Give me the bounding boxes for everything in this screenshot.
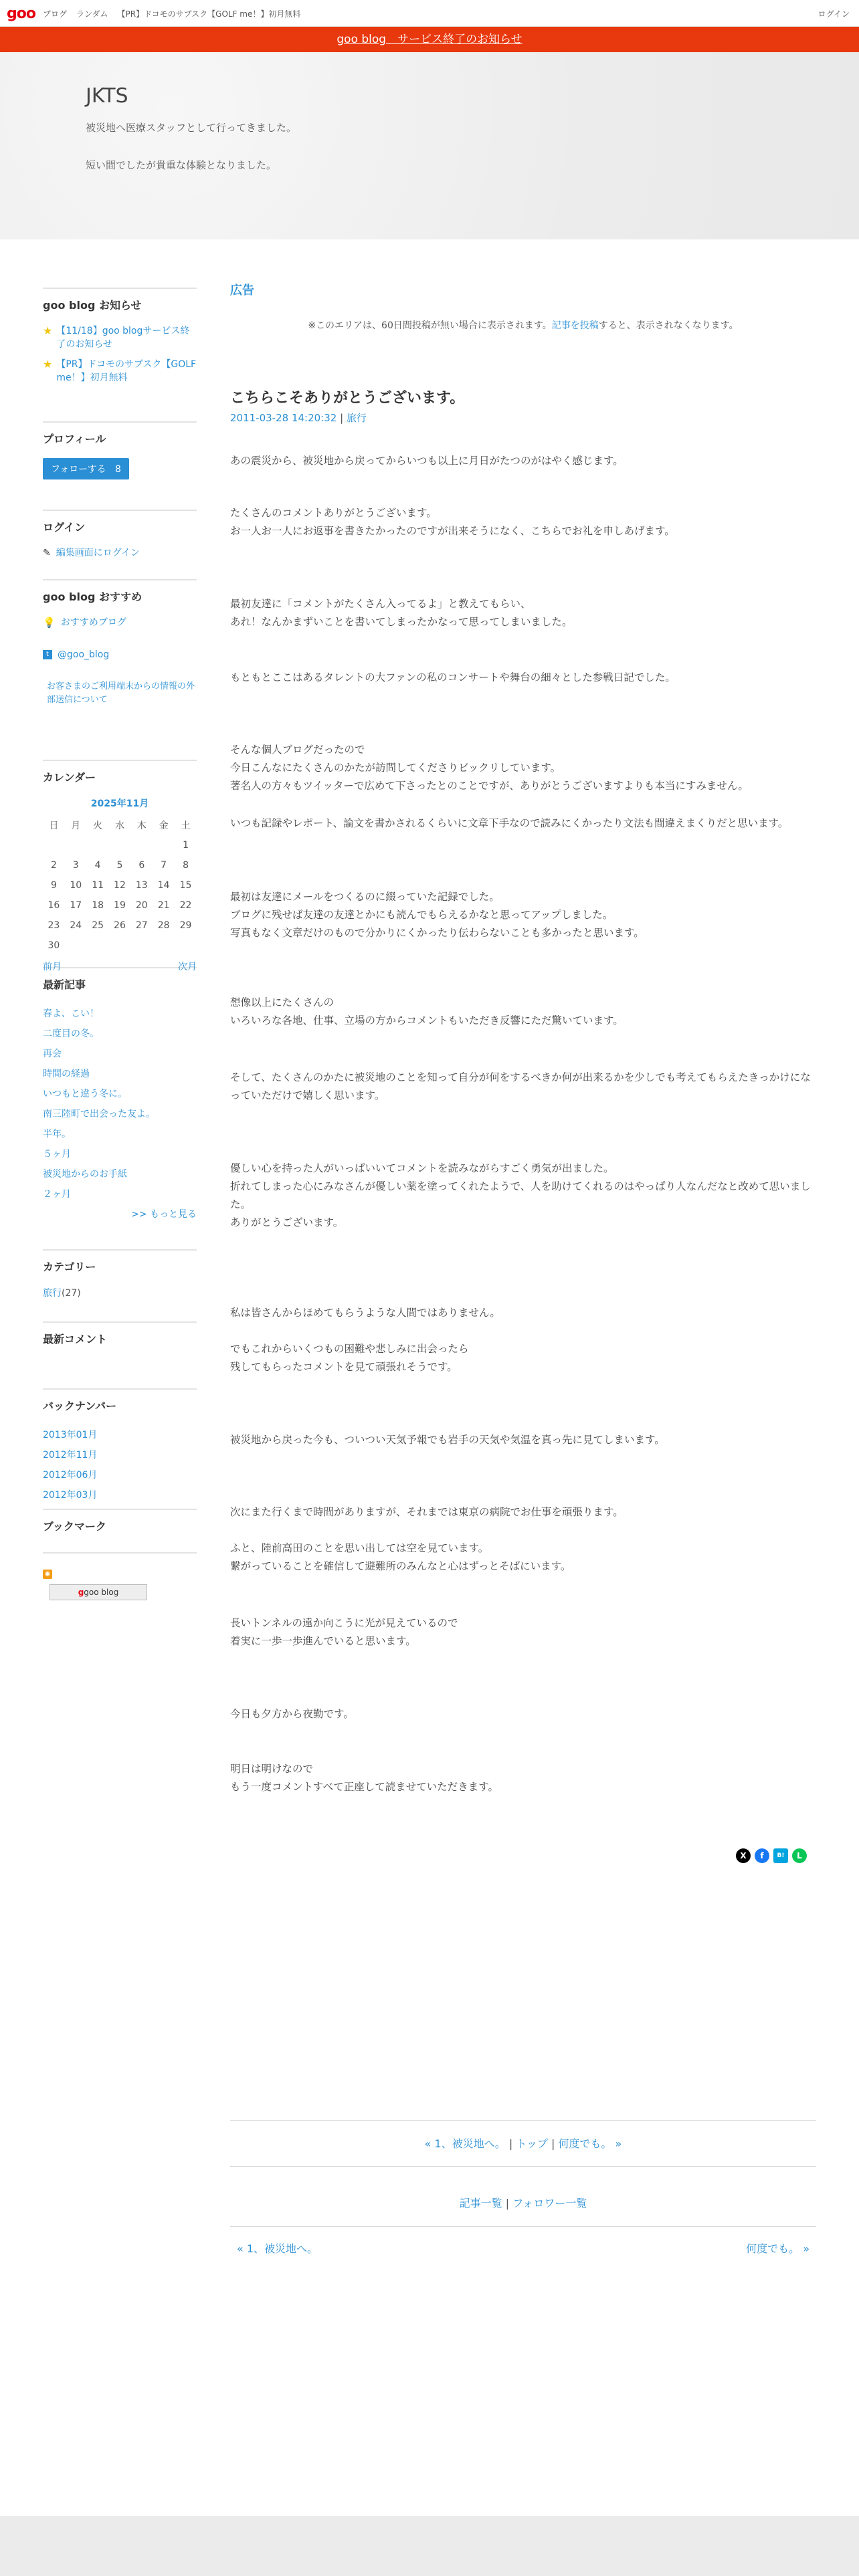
calendar-day: 1 [183,840,189,851]
recent-post-link[interactable]: 二度目の冬。 [43,1029,99,1039]
post-paragraph: 長いトンネルの遠か向こうに光が見えているので 着実に一歩一歩進んでいると思います。 [230,1617,458,1647]
next-month-link[interactable]: 次月 [178,962,197,972]
article-list-link[interactable]: 記事一覧 [459,2197,502,2210]
top-bar [0,0,859,27]
pager-prev-link[interactable]: « 1、被災地へ。 [424,2137,506,2150]
post-paragraph: 被災地から戻った今も、ついつい天気予報でも岩手の天気や気温を真っ先に見てしまいます。 [230,1434,665,1446]
calendar-day: 27 [135,920,148,931]
calendar-day: 23 [47,920,60,931]
ad-label: 広告 [230,284,254,298]
calendar-day: 20 [135,900,148,911]
calendar-day [153,936,175,956]
post-paragraph: そして、たくさんのかたに被災地のことを知って自分が何をするべきか何が出来るかを少しでも考えてもらえたきっかけになっていただけで嬉しく思います。 [230,1071,811,1101]
pager-top-link[interactable]: トップ [516,2137,548,2150]
service-end-banner [0,27,859,52]
login-item [43,546,197,560]
weekday: 水 [114,821,124,831]
backnumber-link[interactable]: 2013年01月 [43,1430,98,1440]
recommend-item [43,616,197,629]
x-share-icon[interactable]: X [736,1848,751,1863]
calendar-week [43,835,197,855]
hatena-bookmark-icon[interactable]: B! [773,1848,788,1863]
bookmark-title: ブックマーク [43,1520,106,1533]
weekday: 土 [181,821,191,831]
external-transmission-link[interactable]: お客さまのご利用端末からの情報の外部送信について [47,681,195,705]
recent-post-link[interactable]: 南三陸町で出会った友よ。 [43,1109,155,1119]
calendar-day [43,835,65,855]
post-pager: « 1、被災地へ。 | トップ | 何度でも。 » [230,2120,816,2167]
news-link-service-end[interactable]: 【11/18】goo blogサービス終了のお知らせ [56,326,190,350]
prev-post-link[interactable]: « 1、被災地へ。 [237,2242,318,2255]
goo-badge-logo: g [78,1588,84,1597]
next-post-link[interactable]: 何度でも。 » [746,2242,809,2255]
share-buttons [736,1848,807,1863]
recent-posts-section [43,967,197,1249]
calendar-week [43,936,197,956]
post-article-link[interactable]: 記事を投稿 [551,320,599,331]
list-links: 記事一覧 | フォロワー一覧 [230,2180,816,2227]
category-link[interactable]: 旅行 [43,1288,62,1299]
news-item [43,324,197,351]
recommend-blog-link[interactable]: おすすめブログ [60,617,126,628]
backnumber-title: バックナンバー [43,1400,117,1412]
calendar-week [43,916,197,936]
weekday: 木 [136,821,147,831]
recent-post-link[interactable]: 時間の経過 [43,1069,90,1079]
sidebar [43,288,197,1642]
goo-blog-twitter-link[interactable]: @goo_blog [58,649,110,660]
recent-comments-section [43,1321,197,1388]
calendar-day [153,835,175,855]
post-paragraph: 明日は明けなので もう一度コメントすべて正座して読ませていただきます。 [230,1763,498,1793]
blog-header [0,52,859,239]
calendar-day: 13 [135,880,148,891]
news-link-pr[interactable]: 【PR】ドコモのサブスク【GOLF me！】初月無料 [56,359,197,383]
ad-note [230,318,816,332]
calendar-month: 2025年11月 [90,798,149,809]
calendar-day: 26 [114,920,126,931]
calendar-day [109,835,131,855]
follow-button[interactable] [43,458,129,479]
calendar-day: 5 [116,860,123,871]
calendar-day [65,835,87,855]
more-posts-link[interactable]: >> もっと見る [131,1209,197,1220]
backnumber-link[interactable]: 2012年06月 [43,1470,98,1481]
profile-title: プロフィール [43,433,106,445]
calendar-day: 12 [114,880,126,891]
bookmark-section [43,1509,197,1642]
recent-post-link[interactable]: いつもと違う冬に。 [43,1089,127,1099]
recent-post-link[interactable]: 半年。 [43,1129,71,1140]
post-paragraph: 最初は友達にメールをつくるのに綴っていた記録でした。 ブログに残せば友達の友達とかにも読んでもらえるかなと思ってアップしました。 写真もなく文章だけのもので分かりにくかったり伝わらないことも多かったと思います。 [230,891,644,939]
calendar-day: 11 [92,880,104,891]
recent-posts-list [43,1004,197,1204]
weekday: 月 [71,821,81,831]
post-paragraph: 今日も夕方から夜勤です。 [230,1708,354,1720]
goo-badge-text: goo blog [84,1588,119,1597]
pencil-icon: ✎ [43,548,51,558]
calendar-day [175,936,197,956]
post-date[interactable]: 2011-03-28 14:20:32 [230,412,337,424]
news-title: goo blog お知らせ [43,299,142,312]
goo-blog-badge[interactable] [50,1584,147,1600]
post-paragraph: ふと、陸前高田のことを思い出しては空を見ています。 繋がっていることを確信して避難所のみんなと心はずっとそばにいます。 [230,1542,571,1572]
recent-post-link[interactable]: 被災地からのお手紙 [43,1169,127,1180]
footer [0,2516,859,2576]
weekday: 火 [93,821,103,831]
calendar-day: 9 [50,880,57,891]
calendar-day: 14 [157,880,170,891]
prev-month-link[interactable]: 前月 [43,962,62,972]
nav-pr-link[interactable]: 【PR】ドコモのサブスク【GOLF me！】初月無料 [117,9,301,19]
post-paragraph: 最初友達に「コメントがたくさん入ってるよ」と教えてもらい、 あれ！なんかまずいことを書いてしまったかなって思ってしまいました。 [230,598,573,628]
blog-description-line2: 短い間でしたが貴重な体験となりました。 [86,159,277,171]
calendar-day: 24 [70,920,82,931]
follow-label: フォローする [51,464,106,475]
star-icon: ★ [43,358,53,370]
backnumber-link[interactable]: 2012年03月 [43,1490,98,1501]
calendar-day: 10 [70,880,82,891]
post-meta: 2011-03-28 14:20:32 | 旅行 [230,412,367,424]
calendar-day [87,936,109,956]
login-link[interactable]: ログイン [818,9,850,19]
nav-blog-link[interactable]: ブログ [43,9,68,19]
weekday: 日 [49,821,59,831]
rss-icon[interactable]: ◉ [43,1570,52,1579]
post-paragraph: 次にまた行くまで時間がありますが、それまでは東京の病院でお仕事を頑張ります。 [230,1506,624,1518]
category-section [43,1249,197,1321]
pager-next-link[interactable]: 何度でも。 » [558,2137,622,2150]
recent-post-link[interactable]: ２ヶ月 [43,1189,71,1200]
follower-list-link[interactable]: フォロワー一覧 [512,2197,587,2210]
category-count: (27) [62,1288,81,1299]
post-paragraph: もともとここはあるタレントの大ファンの私のコンサートや舞台の細々とした参戦日記でした。 [230,671,676,683]
facebook-share-icon[interactable]: f [755,1848,769,1863]
top-nav [43,8,300,19]
calendar-day: 25 [92,920,104,931]
recent-posts-title: 最新記事 [43,978,86,991]
calendar-week [43,855,197,875]
calendar-day: 8 [183,860,189,871]
goo-logo[interactable]: goo [7,5,35,22]
twitter-icon: t [43,650,52,659]
category-title: カテゴリー [43,1261,96,1273]
post-paragraph: いつも記録やレポート、論文を書かされるくらいに文章下手なので読みにくかったり文法も間違えまくりだと思います。 [230,817,789,829]
profile-section [43,421,197,510]
calendar-day: 18 [92,900,104,911]
recommend-title: goo blog おすすめ [43,591,142,603]
recommend-item [43,648,197,661]
edit-login-link[interactable]: 編集画面にログイン [56,548,140,558]
post-paragraph: 優しい心を持った人がいっぱいいてコメントを読みながらすごく勇気が出ました。 折れてしまった心にみなさんが優しい薬を塗ってくれたようで、人を助けてくれるのはやっぱり人なんだなと改めて思いました。 ありがとうございます。 [230,1162,811,1228]
backnumber-list[interactable] [43,1425,197,1501]
calendar-day: 15 [179,880,192,891]
calendar-day: 16 [47,900,60,911]
calendar-day [130,936,153,956]
calendar-day: 19 [114,900,126,911]
main-content [230,281,816,2086]
post-paragraph: 想像以上にたくさんの いろいろな各地、仕事、立場の方からコメントもいただき反響にただ驚いています。 [230,996,624,1027]
login-section [43,510,197,579]
post-paragraph: そんな個人ブログだったので 今日こんなにたくさんのかたが訪問してくださりビックリしています。 著名人の方々もツイッターで広めて下さったとのことですが、ありがとうございますよりも本当にすみません。 [230,744,749,792]
post-paragraph: でもこれからいくつもの困難や悲しみに出会ったら 残してもらったコメントを見て頑張れそうです。 [230,1343,469,1373]
calendar-day: 17 [70,900,82,911]
calendar-day: 6 [138,860,145,871]
calendar-day: 30 [47,940,60,951]
star-icon: ★ [43,324,53,337]
follow-count: 8 [114,464,121,475]
calendar-day: 29 [179,920,192,931]
service-end-link[interactable]: goo blog サービス終了のお知らせ [337,33,522,46]
post-category-link[interactable]: 旅行 [346,412,367,424]
backnumber-link[interactable]: 2012年11月 [43,1450,98,1461]
ad-note-text-after: すると、表示されなくなります。 [598,320,739,331]
calendar-table [43,815,197,956]
calendar-week [43,875,197,895]
prev-next-nav [230,2240,816,2260]
calendar-day: 2 [50,860,57,871]
feed-area [43,1552,197,1600]
calendar-week [43,895,197,916]
nav-random-link[interactable]: ランダム [76,9,108,19]
calendar-day: 4 [94,860,101,871]
post-paragraph: あの震災から、被災地から戻ってからいつも以上に月日がたつのがはやく感じます。 [230,455,624,467]
weekday: 金 [159,821,169,831]
calendar-day [130,835,153,855]
recent-post-link[interactable]: 春よ、こい！ [43,1008,99,1019]
calendar-day [87,835,109,855]
recent-post-link[interactable]: ５ヶ月 [43,1149,71,1160]
blog-title[interactable]: JKTS [86,84,128,108]
bulb-icon: 💡 [43,617,56,629]
login-title: ログイン [43,521,86,534]
calendar-weekday-row [43,815,197,835]
calendar-day: 21 [157,900,170,911]
news-item [43,358,197,385]
calendar-day: 28 [157,920,170,931]
backnumber-section [43,1388,197,1509]
calendar-day: 7 [161,860,167,871]
recent-post-link[interactable]: 再会 [43,1049,62,1059]
category-item [43,1286,197,1299]
post-paragraph: 私は皆さんからほめてもらうような人間ではありません。 [230,1307,500,1319]
recent-comments-title: 最新コメント [43,1333,108,1346]
blog-description-line1: 被災地へ医療スタッフとして行ってきました。 [86,122,297,134]
news-section [43,288,197,421]
calendar-day: 22 [179,900,192,911]
line-share-icon[interactable]: L [792,1848,807,1863]
calendar-day [109,936,131,956]
ad-note-text-before: ※このエリアは、60日間投稿が無い場合に表示されます。 [308,320,552,331]
calendar-section [43,760,197,972]
post-title: こちらこそありがとうございます。 [230,390,465,407]
calendar-title: カレンダー [43,771,96,784]
recommend-section [43,579,197,760]
post-paragraph: たくさんのコメントありがとうございます。 お一人お一人にお返事を書きたかったのですが出来そうになく、こちらでお礼を申しあげます。 [230,507,675,537]
calendar-day [65,936,87,956]
calendar-day: 3 [72,860,79,871]
